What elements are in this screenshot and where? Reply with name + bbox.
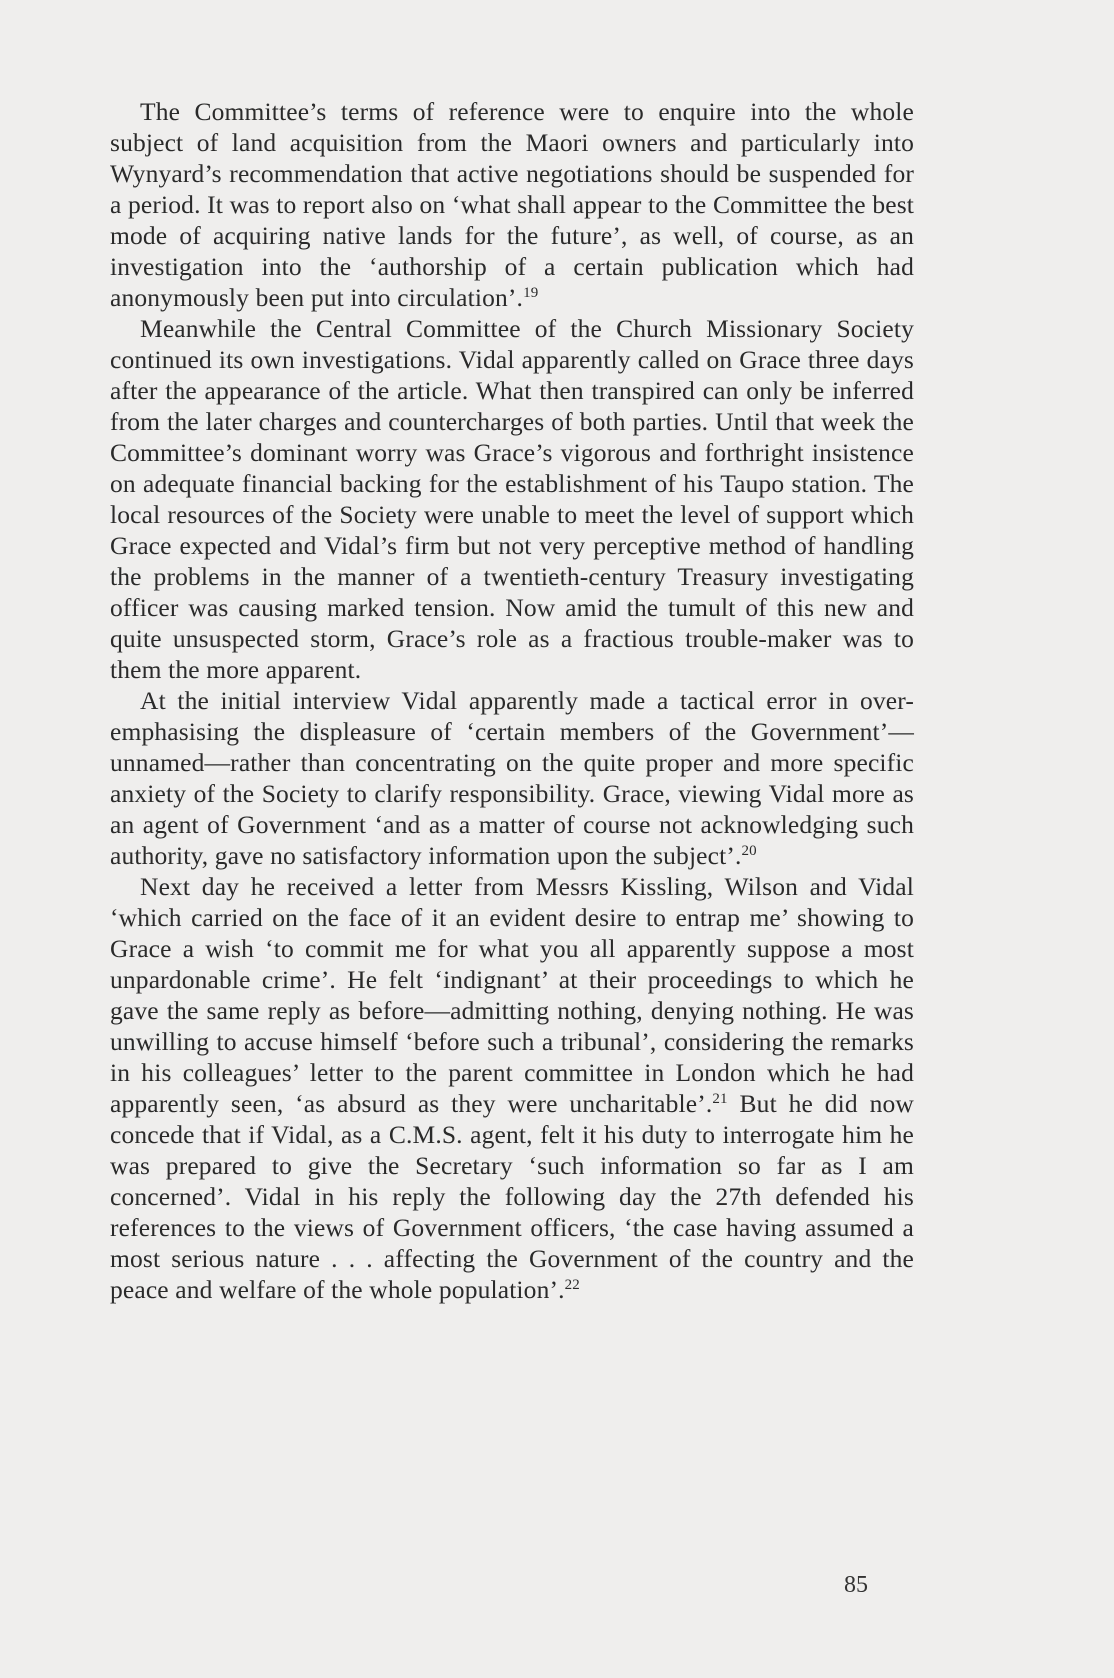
paragraph-text: Meanwhile the Central Committee of the Church Missionary Society continued its own investigations. Vidal apparently called on Grace three days after the appearance of the article. What then transpired can only be inferred from the later charges and countercharges of both parties. Until that week the Committee’s dominant worry was Grace’s vigorous and forthright insistence on adequate financial backing for the establishment of his Taupo station. The local resources of the Society were unable to meet the level of support which Grace expected and Vidal’s firm but not very perceptive method of handling the problems in the manner of a twentieth-century Treasury investigating officer was causing marked tension. Now amid the tumult of this new and quite unsuspected storm, Grace’s role as a fractious trouble-maker was to them the more apparent. [110,314,914,684]
footnote-marker: 21 [712,1091,728,1107]
paragraph-1 [110,96,914,313]
paragraph-3 [110,685,914,871]
paragraph-4 [110,871,914,1305]
paragraph-text: The Committee’s terms of reference were to enquire into the whole subject of land acquisition from the Maori owners and particularly into Wynyard’s recommendation that active negotiations should be suspended for a period. It was to report also on ‘what shall appear to the Committee the best mode of acquiring native lands for the future’, as well, of course, as an investigation into the ‘authorship of a certain publication which had anonymously been put into circulation’. [110,97,914,312]
paragraph-text: Next day he received a letter from Messrs Kissling, Wilson and Vidal ‘which carried on the face of it an evident desire to entrap me’ showing to Grace a wish ‘to commit me for what you all apparently suppose a most unpardonable crime’. He felt ‘indignant’ at their proceedings to which he gave the same reply as before—admitting nothing, denying nothing. He was unwilling to accuse himself ‘before such a tribunal’, considering the remarks in his colleagues’ letter to the parent committee in London which he had apparently seen, ‘as absurd as they were uncharitable’. [110,872,914,1118]
footnote-marker: 19 [523,285,539,301]
body-text [110,96,914,1305]
paragraph-text: At the initial interview Vidal apparently made a tactical error in over-emphasising the displeasure of ‘certain members of the Government’—unnamed—rather than concentrating on the quite proper and more specific anxiety of the Society to clarify responsibility. Grace, viewing Vidal more as an agent of Government ‘and as a matter of course not acknowledging such authority, gave no satisfactory information upon the subject’. [110,686,914,870]
footnote-marker: 20 [741,843,757,859]
page-number: 85 [844,1572,868,1598]
paragraph-text-continued: But he did now concede that if Vidal, as a C.M.S. agent, felt it his duty to interrogate him he was prepared to give the Secretary ‘such information so far as I am concerned’. Vidal in his reply the following day the 27th defended his references to the views of Government officers, ‘the case having assumed a most serious nature . . . affecting the Government of the country and the peace and welfare of the whole population’. [110,1089,914,1304]
paragraph-2 [110,313,914,685]
footnote-marker: 22 [564,1277,580,1293]
